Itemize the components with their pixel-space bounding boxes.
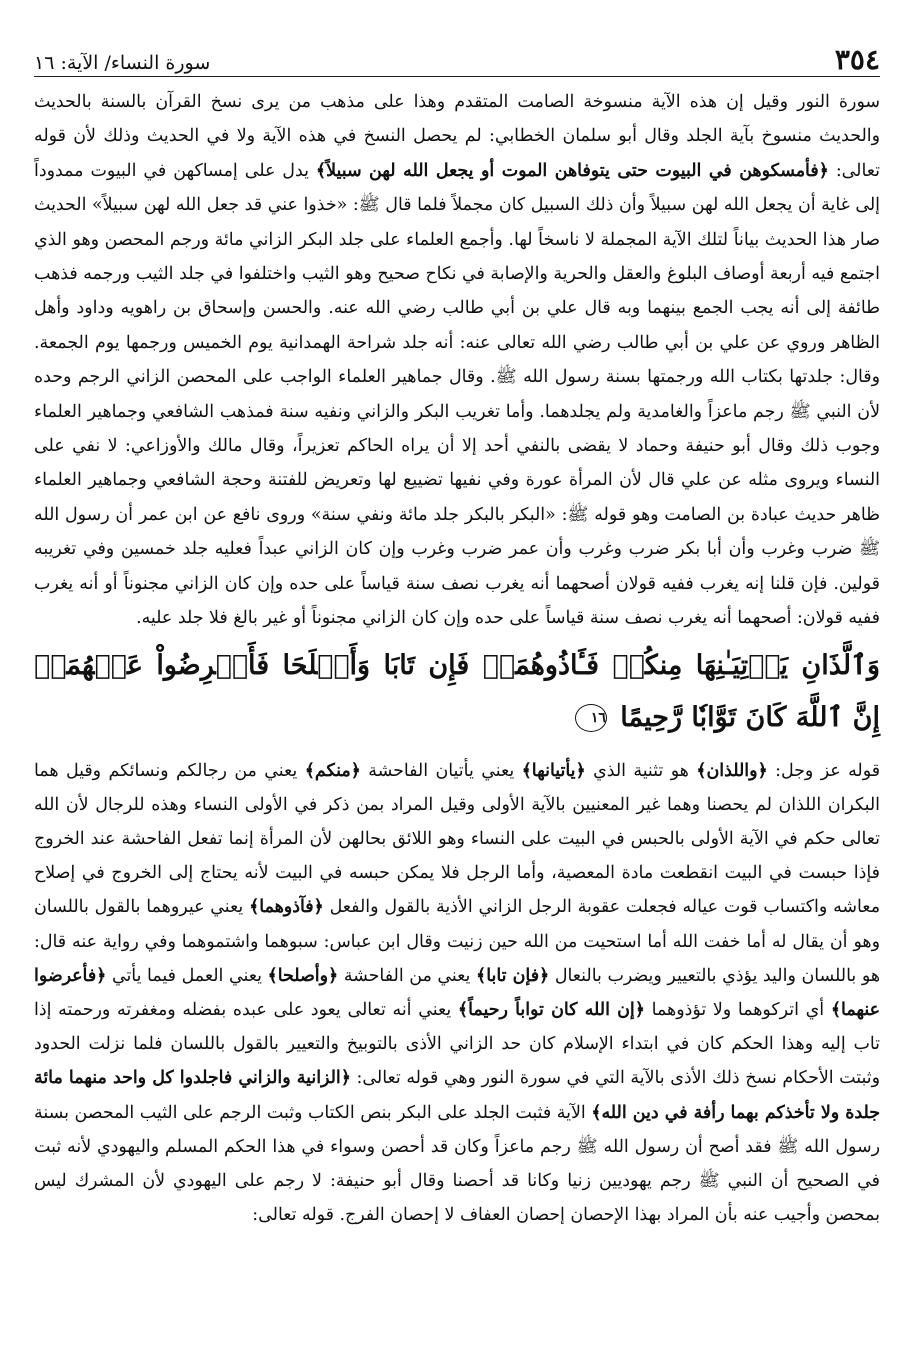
quran-quote: ﴿يأتيانها﴾ xyxy=(521,760,586,781)
text-run: سورة النور وقيل إن هذه الآية منسوخة الصامت المتقدم وهذا على مذهب من يرى نسخ القرآن بالسنة بالحديث والحديث منسوخ بآية الجلد وقال أبو سلمان الخطابي: لم يحصل النسخ في هذه الآية ولا في الحديث وذلك لأن قوله تعالى: xyxy=(34,92,880,181)
commentary-paragraph-2 xyxy=(34,754,880,1233)
verse-text: وَٱلَّذَانِ يَأۡتِيَـٰنِهَا مِنكُمۡ فَـَٔاذُوهُمَاۖ فَإِن تَابَا وَأَصۡلَحَا فَأَعۡرِضُواْ عَنۡهُمَآۗ إِنَّ ٱللَّهَ كَانَ تَوَّابٗا رَّحِيمًا xyxy=(34,649,880,733)
quran-quote: ﴿فآذوهما﴾ xyxy=(249,897,324,918)
text-run: الآية فثبت الجلد على البكر بنص الكتاب وثبت الرجم على الثيب المحصن بسنة رسول الله ﷺ فقد أصح أن رسول الله ﷺ رجم ماعزاً وكان قد أحصن وسواء في هذا الحكم المسلم واليهودي لأنه ثبت في الصحيح أن النبي ﷺ رجم يهوديين زنيا وكانا قد أحصنا وقال أبو حنيفة: لا رجم على اليهودي لأن المشرك ليس بمحصن وأجيب عنه بأن المراد بهذا الإحصان إحصان العفاف لا إحصان الفرج. قوله تعالى: xyxy=(34,1102,880,1226)
quran-quote: ﴿فأمسكوهن في البيوت حتى يتوفاهن الموت أو يجعل الله لهن سبيلاً﴾ xyxy=(315,160,829,181)
text-run: يعني عيروهما بالقول باللسان وهو أن يقال له أما خفت الله أما استحيت من الله حين زنيت وقال ابن عباس: سبوهما واشتموهما وفي رواية عنه قال: هو باللسان واليد يؤذي بالتعيير ويضرب بالنعال xyxy=(34,897,880,986)
text-run: يعني من الفاحشة xyxy=(338,965,477,986)
quran-quote: ﴿وأصلحا﴾ xyxy=(267,965,339,986)
text-run: قوله عز وجل: xyxy=(767,760,881,781)
running-title: سورة النساء/ الآية: ١٦ xyxy=(34,52,211,74)
text-run: يعني من رجالكم ونسائكم وقيل هما البكران اللذان لم يحصنا وهما غير المعنيين بالآية الأولى وقيل المراد بمن ذكر في الأولى النساء وهذه للرجال لأن الله تعالى حكم في الآية الأولى بالحبس في البيت على النساء وهو اللائق بحالهن لأن المرأة إنما تفعل الفاحشة عند الخروج فإذا حبست في البيت انقطعت مادة المعصية، وأما الرجل فلا يمكن حبسه في البيت لأنه يحتاج إلى الخروج في إصلاح معاشه واكتساب قوت عياله فجعلت عقوبة الرجل الزاني الأذية بالقول والفعل xyxy=(34,760,881,918)
text-run: يعني العمل فيما يأتي xyxy=(106,965,268,986)
quran-quote: ﴿الزانية والزاني فاجلدوا كل واحد منهما مائة جلدة ولا تأخذكم بهما رأفة في دين الله﴾ xyxy=(34,1068,880,1123)
quran-verse xyxy=(34,640,880,744)
text-run: يعني يأتيان الفاحشة xyxy=(360,760,522,781)
quran-quote: ﴿فإن تابا﴾ xyxy=(476,965,550,986)
quran-quote: ﴿إن الله كان تواباً رحيماً﴾ xyxy=(457,999,645,1020)
quran-quote: ﴿فأعرضوا عنهما﴾ xyxy=(34,965,881,1020)
text-run: أي اتركوهما ولا تؤذوهما xyxy=(644,999,831,1020)
text-run: يعني أنه تعالى يعود على عبده بفضله ومغفرته ورحمته إذا تاب إليه وهذا الحكم كان في ابتداء الإسلام كان حد الزاني الأذى بالتوبيخ والتعيير بالقول باللسان فلما نزلت الحدود وثبتت الأحكام نسخ ذلك الأذى بالآية التي في سورة النور وهي قوله تعالى: xyxy=(34,999,880,1089)
commentary-paragraph-1 xyxy=(34,85,880,636)
quran-quote: ﴿واللذان﴾ xyxy=(696,760,768,781)
quran-quote: ﴿منكم﴾ xyxy=(304,760,361,781)
verse-number-marker: ١٦ xyxy=(575,704,607,732)
text-run: هو تثنية الذي xyxy=(585,760,697,781)
text-run: يدل على إمساكهن في البيوت ممدوداً إلى غاية أن يجعل الله لهن سبيلاً وأن ذلك السبيل كان مجملاً فلما قال ﷺ: «خذوا عني قد جعل الله لهن سبيلاً» الحديث صار هذا الحديث بياناً لتلك الآية المجملة لا ناسخاً لها. وأجمع العلماء على جلد البكر الزاني مائة ورجم المحصن وهو الذي اجتمع فيه أربعة أوصاف البلوغ والعقل والحرية والإصابة في نكاح صحيح وهو الثيب واختلفوا في جلد الثيب ورجمه فذهب طائفة إلى أنه يجب الجمع بينهما وبه قال علي بن أبي طالب رضي الله عنه. والحسن وإسحاق بن راهويه وداود وأهل الظاهر وروي عن علي بن أبي طالب رضي الله تعالى عنه: أنه جلد شراحة الهمدانية يوم الخميس ورجمها يوم الجمعة. وقال: جلدتها بكتاب الله ورجمتها بسنة رسول الله ﷺ. وقال جماهير العلماء الواجب على المحصن الزاني الرجم وحده لأن النبي ﷺ رجم ماعزاً والغامدية ولم يجلدهما. وأما تغريب البكر والزاني ونفيه سنة فمذهب الشافعي وجماهير العلماء وجوب ذلك وقال أبو حنيفة وحماد لا يقضى بالنفي أحد إلا أن يراه الحاكم تعزيراً، وقال مالك والأوزاعي: لا نفي على النساء ويروى مثله عن علي قال لأن المرأة عورة وفي نفيها تضييع لها وتعريض للفتنة وحجة الشافعي وجماهير العلماء ظاهر حديث عبادة بن الصامت وهو قوله ﷺ: «البكر بالبكر جلد مائة ونفي سنة» وروى نافع عن ابن عمر أن رسول الله ﷺ ضرب وغرب وأن أبا بكر ضرب وغرب وأن عمر ضرب وغرب وإن كان الزاني عبداً فعليه جلد خمسين وفي تغريبه قولين. فإن قلنا إنه يغرب ففيه قولان أصحهما أنه يغرب نصف سنة قياساً على حده وإن كان الزاني مجنوناً أو أنه يغرب ففيه قولان: أصحهما أنه يغرب نصف سنة قياساً على حده وإن كان الزاني مجنوناً أو غير بالغ فلا جلد عليه. xyxy=(34,160,880,629)
page-number: ٣٥٤ xyxy=(834,43,880,76)
page-header xyxy=(34,44,880,77)
